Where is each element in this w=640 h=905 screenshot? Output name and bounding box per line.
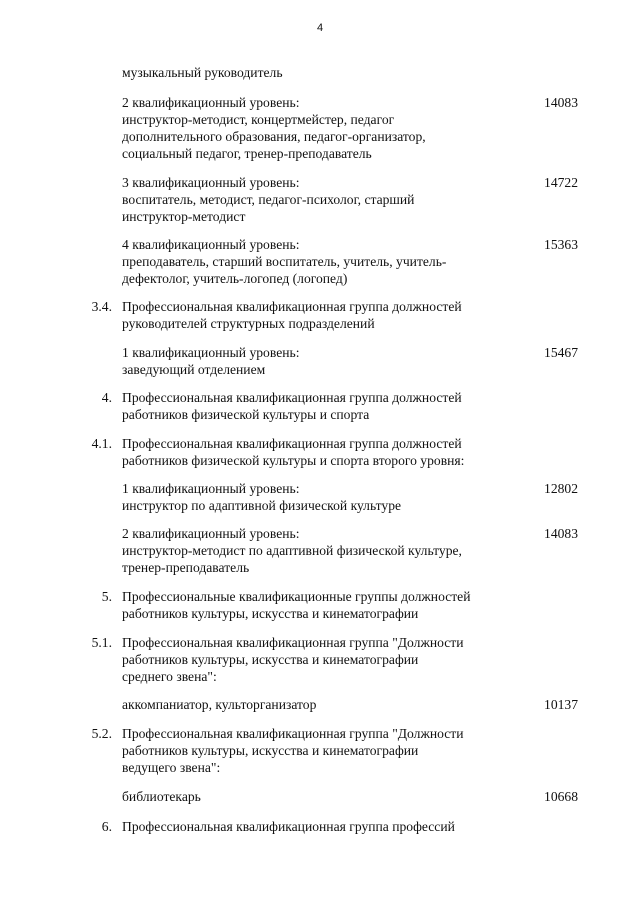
row-text: 2 квалификационный уровень: инструктор-методист, концертмейстер, педагог дополнительного образования, педагог-организатор, социальный педагог, тренер-преподаватель <box>122 95 426 161</box>
section-number: 3.4. <box>91 299 112 314</box>
row-text: Профессиональная квалификационная группа "Должности работников культуры, искусства и кинематографии ведущего звена": <box>122 726 464 775</box>
salary-value: 15363 <box>544 237 578 252</box>
row-text: Профессиональная квалификационная группа должностей руководителей структурных подразделений <box>122 299 462 331</box>
section-number: 5.1. <box>91 635 112 650</box>
row-text: музыкальный руководитель <box>122 65 283 80</box>
salary-value: 14722 <box>544 175 578 190</box>
row-text: 4 квалификационный уровень: преподаватель, старший воспитатель, учитель, учитель- дефектолог, учитель-логопед (логопед) <box>122 237 447 286</box>
row-text: Профессиональная квалификационная группа должностей работников физической культуры и спорта второго уровня: <box>122 436 465 468</box>
row-text: 1 квалификационный уровень: заведующий отделением <box>122 345 300 377</box>
row-text: Профессиональная квалификационная группа "Должности работников культуры, искусства и кинематографии среднего звена": <box>122 635 464 684</box>
section-number: 5.2. <box>91 726 112 741</box>
salary-value: 10668 <box>544 789 578 804</box>
row-text: 1 квалификационный уровень: инструктор по адаптивной физической культуре <box>122 481 402 513</box>
row-text: 2 квалификационный уровень: инструктор-методист по адаптивной физической культуре, тренер-преподаватель <box>122 526 462 575</box>
salary-value: 15467 <box>544 345 578 360</box>
section-number: 4.1. <box>91 436 112 451</box>
row-text: 3 квалификационный уровень: воспитатель, методист, педагог-психолог, старший инструктор-методист <box>122 175 415 224</box>
salary-value: 14083 <box>544 95 578 110</box>
section-number: 4. <box>101 390 112 405</box>
salary-value: 12802 <box>544 481 578 496</box>
row-text: Профессиональная квалификационная группа профессий <box>122 819 455 834</box>
row-text: библиотекарь <box>122 789 201 804</box>
row-text: Профессиональная квалификационная группа должностей работников физической культуры и спорта <box>122 390 462 422</box>
section-number: 5. <box>101 589 112 604</box>
row-text: аккомпаниатор, культорганизатор <box>122 697 317 712</box>
row-text: Профессиональные квалификационные группы должностей работников культуры, искусства и кинематографии <box>122 589 471 621</box>
salary-value: 14083 <box>544 526 578 541</box>
page-number: 4 <box>316 22 324 34</box>
salary-value: 10137 <box>544 697 578 712</box>
section-number: 6. <box>101 819 112 834</box>
